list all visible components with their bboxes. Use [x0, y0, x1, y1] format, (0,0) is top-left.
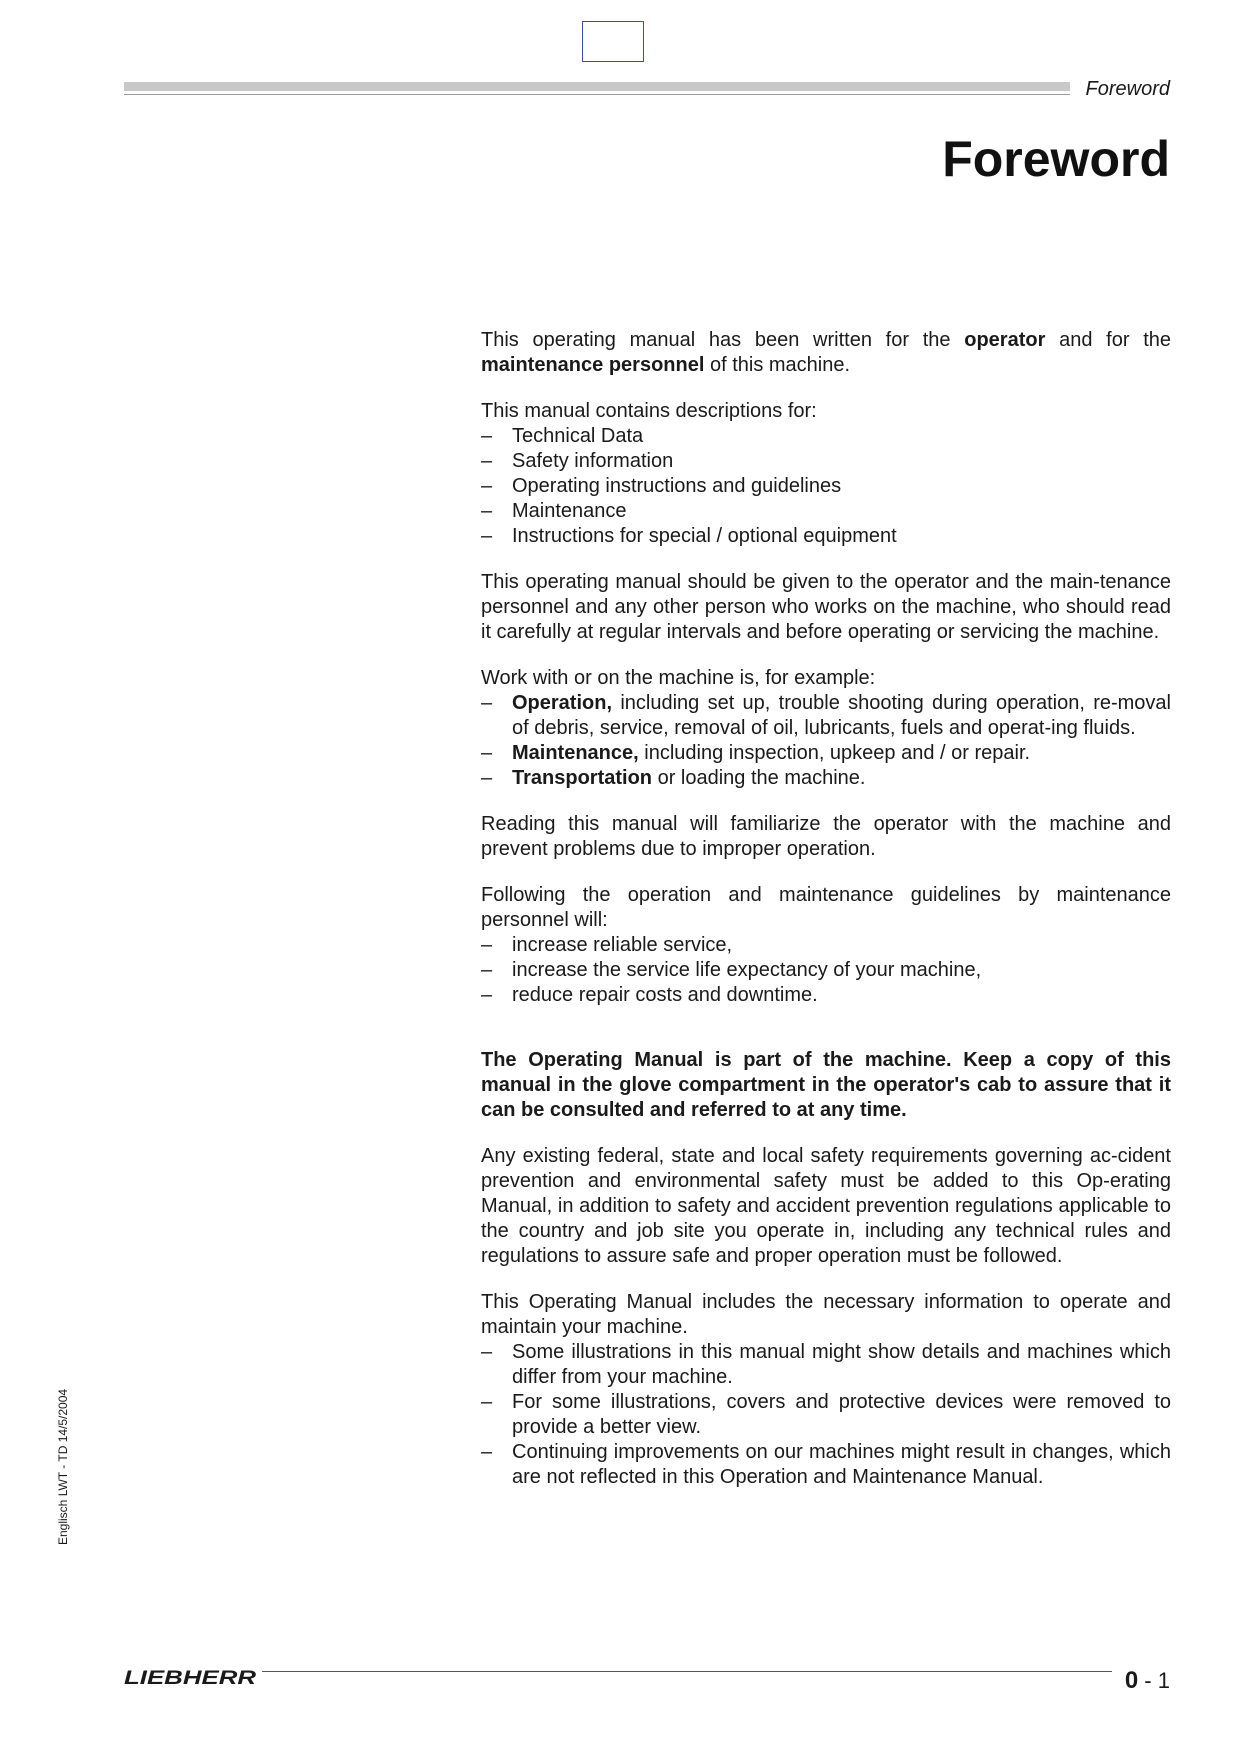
work-lead: Work with or on the machine is, for example:: [481, 667, 876, 689]
footer-rule-line: [262, 1671, 1112, 1672]
list-item: – Safety information: [481, 449, 1171, 474]
intro-text-3: of this machine.: [704, 354, 851, 376]
work-item-text: including set up, trouble shooting during operation, re-moval of debris, service, removal of oil, lubricants, fuels and operat-ing fluids.: [512, 692, 1171, 739]
list-item: – Technical Data: [481, 424, 1171, 449]
guidelines-list: [481, 933, 1171, 1008]
intro-text-2: and for the: [1045, 329, 1171, 351]
list-item: [481, 691, 1171, 741]
list-item: – For some illustrations, covers and protective devices were removed to provide a better view.: [481, 1390, 1171, 1440]
work-item-text: including inspection, upkeep and / or repair.: [638, 742, 1031, 764]
work-item-bold: Operation,: [512, 692, 613, 714]
regulations-paragraph: Any existing federal, state and local safety requirements governing ac-cident prevention and environmental safety must be added to this Op-erating Manual, in addition to safety and accident prevention regulations applicable to the country and job site you operate in, including any technical rules and regulations to assure safe and proper operation must be followed.: [481, 1145, 1171, 1267]
main-content: [481, 328, 1171, 1511]
page-num: 1: [1157, 1668, 1170, 1693]
list-item: – Instructions for special / optional equipment: [481, 524, 1171, 549]
list-item: – increase reliable service,: [481, 933, 1171, 958]
intro-bold-maintenance: maintenance personnel: [481, 354, 705, 376]
information-list: [481, 1340, 1171, 1490]
work-item-text: or loading the machine.: [652, 767, 866, 789]
list-item: [481, 741, 1171, 766]
work-item-bold: Transportation: [512, 767, 653, 789]
list-item: – increase the service life expectancy of your machine,: [481, 958, 1171, 983]
page-number: [1125, 1667, 1170, 1695]
guidelines-lead: Following the operation and maintenance guidelines by maintenance personnel will:: [481, 884, 1171, 931]
intro-paragraph: [481, 328, 1171, 378]
intro-bold-operator: operator: [964, 329, 1046, 351]
work-list: [481, 691, 1171, 791]
notice-paragraph: The Operating Manual is part of the machine. Keep a copy of this manual in the glove compartment in the operator's cab to assure that it can be consulted and referred to at any time.: [481, 1049, 1171, 1121]
page-separator: -: [1138, 1668, 1158, 1693]
work-item-bold: Maintenance,: [512, 742, 639, 764]
contents-lead: This manual contains descriptions for:: [481, 400, 817, 422]
list-item: – Maintenance: [481, 499, 1171, 524]
intro-text-1: This operating manual has been written for the: [481, 329, 965, 351]
list-item: [481, 766, 1171, 791]
top-marker-box: [582, 21, 644, 62]
contents-list: [481, 424, 1171, 549]
header-rule-line: [124, 94, 1070, 95]
information-lead: This Operating Manual includes the necessary information to operate and maintain your machine.: [481, 1291, 1171, 1338]
svg-text:LIEBHERR: LIEBHERR: [124, 1668, 256, 1686]
list-item: – Some illustrations in this manual might show details and machines which differ from your machine.: [481, 1340, 1171, 1390]
page-title: Foreword: [942, 131, 1170, 187]
liebherr-logo-icon: [124, 1668, 256, 1686]
header-rule-bar: [124, 82, 1070, 91]
distribution-paragraph: This operating manual should be given to the operator and the main-tenance personnel and any other person who works on the machine, who should read it carefully at regular intervals and before operating or servicing the machine.: [481, 571, 1171, 643]
running-header: Foreword: [1085, 78, 1170, 100]
familiarize-paragraph: Reading this manual will familiarize the operator with the machine and prevent problems due to improper operation.: [481, 813, 1171, 860]
page-chapter: 0: [1124, 1667, 1139, 1694]
list-item: – Continuing improvements on our machines might result in changes, which are not reflected in this Operation and Maintenance Manual.: [481, 1440, 1171, 1490]
list-item: – reduce repair costs and downtime.: [481, 983, 1171, 1008]
document-version-note: Englisch LWT - TD 14/5/2004: [56, 1388, 70, 1545]
list-item: – Operating instructions and guidelines: [481, 474, 1171, 499]
